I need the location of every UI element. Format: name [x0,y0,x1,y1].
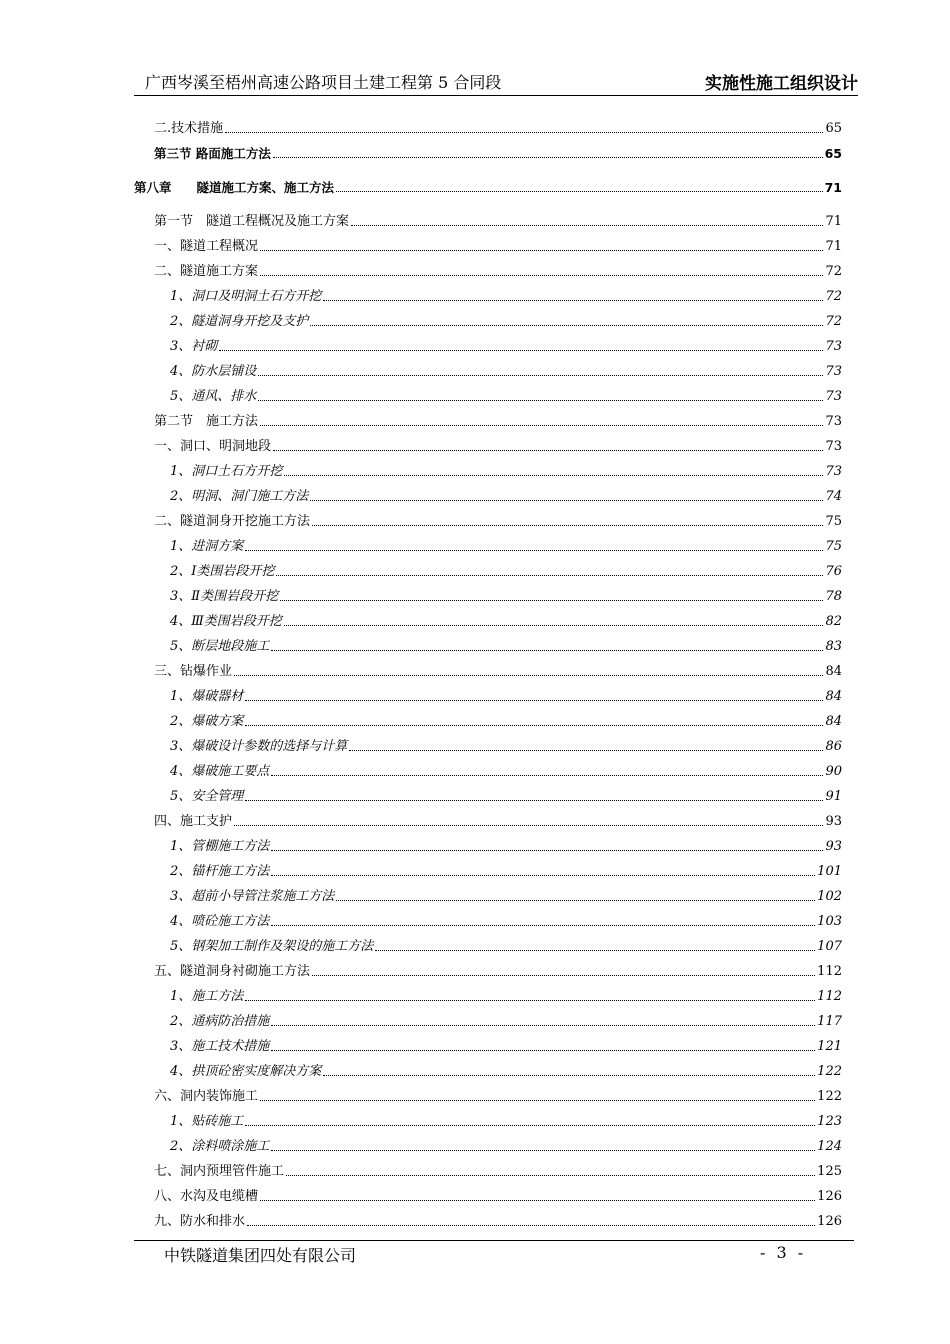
toc-leader-dots [260,250,823,251]
toc-entry-page: 101 [817,864,842,879]
toc-leader-dots [273,157,823,158]
toc-entry[interactable] [154,1084,842,1104]
toc-leader-dots [260,425,823,426]
toc-leader-dots [245,550,823,551]
toc-entry-label: 三、钻爆作业 [154,664,233,679]
toc-entry-page: 126 [817,1214,842,1229]
toc-leader-dots [271,775,823,776]
header-document-title: 实施性施工组织设计 [705,74,858,94]
toc-entry-label: 2、通病防治措施 [170,1014,270,1029]
toc-entry-page: 126 [817,1189,842,1204]
toc-leader-dots [234,825,823,826]
header-project-title: 广西岑溪至梧州高速公路项目土建工程第 5 合同段 [145,73,502,92]
toc-leader-dots [284,475,823,476]
toc-entry[interactable] [170,1034,842,1054]
toc-leader-dots [336,900,815,901]
toc-entry-page: 103 [817,914,842,929]
toc-entry[interactable] [170,834,842,854]
toc-entry-label: 1、施工方法 [170,989,244,1004]
toc-entry-label: 二、隧道施工方案 [154,264,259,279]
toc-leader-dots [219,350,823,351]
toc-entry-page: 123 [817,1114,842,1129]
toc-entry-page: 93 [825,814,842,829]
toc-leader-dots [234,675,823,676]
toc-entry[interactable] [170,334,842,354]
toc-entry[interactable] [154,1184,842,1204]
toc-entry-page: 91 [825,789,842,804]
toc-entry-page: 72 [825,314,842,329]
toc-entry-page: 71 [824,180,842,195]
toc-entry-page: 65 [824,146,842,161]
toc-entry[interactable] [154,259,842,279]
toc-leader-dots [245,700,823,701]
toc-entry-label: 5、断层地段施工 [170,639,270,654]
toc-entry[interactable] [134,175,842,195]
toc-leader-dots [245,1000,815,1001]
toc-entry-label: 五、隧道洞身衬砌施工方法 [154,964,311,979]
toc-entry[interactable] [154,141,842,161]
toc-entry[interactable] [154,809,842,829]
toc-entry-page: 117 [817,1014,842,1029]
toc-entry[interactable] [170,309,842,329]
toc-entry-page: 73 [825,439,842,454]
toc-entry-label: 一、洞口、明洞地段 [154,439,272,454]
toc-entry-label: 2、隧道洞身开挖及支护 [170,314,309,329]
toc-leader-dots [260,275,823,276]
toc-entry-page: 86 [825,739,842,754]
toc-entry-page: 122 [817,1064,842,1079]
toc-entry[interactable] [170,1009,842,1029]
toc-entry-page: 107 [817,939,842,954]
toc-entry-page: 124 [817,1139,842,1154]
toc-entry-label: 2、明洞、洞门施工方法 [170,489,309,504]
toc-entry-label: 4、拱顶砼密实度解决方案 [170,1064,322,1079]
toc-leader-dots [310,500,823,501]
toc-leader-dots [271,1150,815,1151]
toc-entry[interactable] [170,1059,842,1079]
toc-entry-label: 4、Ⅲ类围岩段开挖 [170,614,282,629]
toc-entry[interactable] [154,409,842,429]
toc-entry-page: 125 [817,1164,842,1179]
toc-leader-dots [310,325,823,326]
toc-entry-page: 84 [825,664,842,679]
toc-entry-label: 2、Ⅰ类围岩段开挖 [170,564,275,579]
toc-leader-dots [351,225,823,226]
toc-entry[interactable] [154,434,842,454]
toc-entry-page: 73 [825,339,842,354]
toc-entry-label: 第八章 隧道施工方案、施工方法 [134,180,335,195]
toc-entry-label: 2、涂料喷涂施工 [170,1139,270,1154]
toc-entry-label: 3、Ⅱ类围岩段开挖 [170,589,279,604]
toc-entry-page: 78 [825,589,842,604]
toc-entry-label: 二.技术措施 [154,121,224,136]
toc-entry[interactable] [170,684,842,704]
toc-entry[interactable] [154,234,842,254]
toc-entry-page: 74 [825,489,842,504]
toc-leader-dots [375,950,815,951]
toc-entry-label: 第三节 路面施工方法 [154,146,271,161]
toc-leader-dots [271,1025,815,1026]
toc-leader-dots [245,1125,815,1126]
toc-entry[interactable] [170,384,842,404]
toc-entry[interactable] [170,859,842,879]
toc-entry-page: 73 [825,364,842,379]
toc-entry[interactable] [154,209,842,229]
toc-entry-page: 102 [817,889,842,904]
toc-leader-dots [260,1200,815,1201]
toc-entry-page: 112 [817,989,842,1004]
toc-entry[interactable] [170,934,842,954]
toc-entry[interactable] [170,634,842,654]
toc-entry-label: 2、锚杆施工方法 [170,864,270,879]
toc-entry-page: 73 [825,464,842,479]
toc-leader-dots [323,300,823,301]
toc-entry-label: 4、防水层铺设 [170,364,257,379]
toc-entry[interactable] [154,959,842,979]
toc-leader-dots [245,725,823,726]
toc-entry-page: 71 [825,214,842,229]
toc-entry-page: 121 [817,1039,842,1054]
toc-entry-page: 84 [825,689,842,704]
toc-leader-dots [284,625,824,626]
toc-entry-page: 76 [825,564,842,579]
toc-leader-dots [258,375,823,376]
toc-entry-page: 72 [825,264,842,279]
toc-entry-page: 112 [817,964,842,979]
toc-leader-dots [323,1075,815,1076]
toc-entry-label: 六、洞内装饰施工 [154,1089,259,1104]
toc-entry[interactable] [170,1134,842,1154]
toc-entry-label: 4、爆破施工要点 [170,764,270,779]
toc-entry[interactable] [154,509,842,529]
toc-entry-label: 二、隧道洞身开挖施工方法 [154,514,311,529]
toc-entry-page: 83 [825,639,842,654]
toc-entry-label: 1、洞口土石方开挖 [170,464,283,479]
toc-entry-page: 84 [825,714,842,729]
toc-leader-dots [271,1050,815,1051]
toc-leader-dots [336,191,823,192]
footer-company-name: 中铁隧道集团四处有限公司 [164,1246,357,1265]
toc-entry[interactable] [154,1159,842,1179]
toc-leader-dots [276,575,823,576]
toc-leader-dots [260,1100,815,1101]
toc-entry-page: 71 [825,239,842,254]
toc-entry[interactable] [154,116,842,136]
toc-entry-page: 72 [825,289,842,304]
toc-entry[interactable] [170,609,842,629]
toc-entry[interactable] [170,534,842,554]
toc-entry-label: 八、水沟及电缆槽 [154,1189,259,1204]
toc-entry-label: 3、施工技术措施 [170,1039,270,1054]
toc-leader-dots [312,525,823,526]
toc-entry[interactable] [170,709,842,729]
toc-leader-dots [271,875,815,876]
toc-leader-dots [271,850,823,851]
toc-leader-dots [271,650,823,651]
toc-entry-label: 一、隧道工程概况 [154,239,259,254]
toc-entry[interactable] [170,284,842,304]
toc-entry-label: 1、进洞方案 [170,539,244,554]
toc-entry-page: 73 [825,389,842,404]
toc-entry-label: 四、施工支护 [154,814,233,829]
toc-entry-label: 1、爆破器材 [170,689,244,704]
toc-leader-dots [258,400,823,401]
toc-entry-page: 82 [825,614,842,629]
toc-entry-page: 65 [825,121,842,136]
toc-leader-dots [245,800,823,801]
toc-entry[interactable] [170,734,842,754]
toc-leader-dots [286,1175,815,1176]
toc-leader-dots [225,132,823,133]
footer-page-number: - 3 - [760,1243,807,1262]
toc-entry-page: 90 [825,764,842,779]
toc-leader-dots [349,750,823,751]
toc-entry[interactable] [170,984,842,1004]
footer-rule [134,1240,854,1241]
toc-entry-label: 第一节 隧道工程概况及施工方案 [154,214,350,229]
toc-entry[interactable] [170,884,842,904]
toc-entry[interactable] [170,909,842,929]
toc-entry-page: 75 [825,539,842,554]
toc-entry-page: 122 [817,1089,842,1104]
toc-entry[interactable] [170,359,842,379]
toc-entry-label: 5、安全管理 [170,789,244,804]
toc-entry-label: 5、钢架加工制作及架设的施工方法 [170,939,374,954]
toc-entry-label: 3、爆破设计参数的选择与计算 [170,739,348,754]
toc-leader-dots [247,1225,815,1226]
toc-entry-label: 1、贴砖施工 [170,1114,244,1129]
toc-entry[interactable] [170,559,842,579]
toc-entry-label: 3、衬砌 [170,339,218,354]
toc-leader-dots [312,975,815,976]
toc-entry[interactable] [170,584,842,604]
toc-entry[interactable] [170,759,842,779]
toc-entry-label: 5、通风、排水 [170,389,257,404]
toc-entry[interactable] [170,484,842,504]
toc-entry-label: 1、洞口及明洞土石方开挖 [170,289,322,304]
toc-entry-label: 4、喷砼施工方法 [170,914,270,929]
toc-leader-dots [271,925,815,926]
toc-leader-dots [273,450,823,451]
toc-entry-page: 93 [825,839,842,854]
toc-entry-label: 七、洞内预埋管件施工 [154,1164,285,1179]
toc-entry-label: 1、管棚施工方法 [170,839,270,854]
toc-entry-page: 73 [825,414,842,429]
toc-entry-label: 2、爆破方案 [170,714,244,729]
toc-entry-label: 九、防水和排水 [154,1214,246,1229]
toc-entry[interactable] [170,459,842,479]
toc-entry-page: 75 [825,514,842,529]
toc-entry[interactable] [154,659,842,679]
toc-entry[interactable] [170,1109,842,1129]
toc-entry-label: 3、超前小导管注浆施工方法 [170,889,335,904]
toc-entry-label: 第二节 施工方法 [154,414,259,429]
toc-entry[interactable] [170,784,842,804]
toc-leader-dots [280,600,823,601]
toc-entry[interactable] [154,1209,842,1229]
